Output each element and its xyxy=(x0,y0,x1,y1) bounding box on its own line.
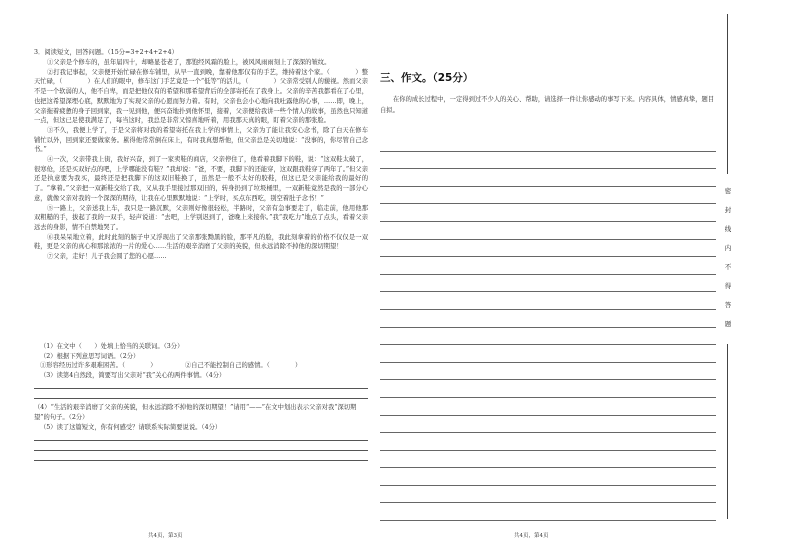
writing-line[interactable] xyxy=(380,486,716,504)
answer-line[interactable] xyxy=(34,460,368,461)
paragraph: ⑦父亲，走好！儿子我会圆了您的心愿…… xyxy=(47,253,167,261)
writing-line[interactable] xyxy=(380,152,716,170)
paragraph: ②打我记事起，父亲便开始忙碌在修车铺里，从早一直到晚，靠着他那仅有的手艺，维持着这个家。（ ）整天忙碌，（ ）在人们的眼中，修车这门手艺竟是一个“低等”的活儿，（ ）父亲常受别人的藐视。然而父亲不是一个软弱的人，他不自卑，而是把他仅有的希望和那希望背后的全部寄托在了我身上。父亲的辛苦我都看在了心里，也把这希望深埋心底，默默地为了实现父亲的心愿而努力着。有时，父亲也会小心地向我吐露他的心事，……即，晚上，父亲拖着疲惫的身子回到家，我一见到他，便兴奋地扑到他怀里，接着，父亲便给我讲一些个情人的故事，虽然也只知道一点，但这已足使我满足了，每当这时，我总是非常又惊喜地听着，用我那天真的眼，盯着父亲的那张脸。 xyxy=(34,68,368,125)
writing-line[interactable] xyxy=(380,451,716,469)
writing-line[interactable] xyxy=(380,310,716,328)
question-2-items: ①形容经历过许多艰难困苦。（ ） ②自己不能控制自己的感情。（ ） xyxy=(40,362,302,370)
left-page xyxy=(28,0,366,550)
question-3: （3）读第4自然段，简要写出父亲对“我”关心的两件事情。（4分） xyxy=(40,371,226,379)
binding-line xyxy=(727,14,728,174)
writing-line[interactable] xyxy=(380,240,716,258)
essay-prompt xyxy=(380,94,716,116)
binding-char: 不 xyxy=(724,263,732,271)
writing-line[interactable] xyxy=(380,433,716,451)
question-2: （2）根据下列意思写词语。（2分） xyxy=(40,352,140,360)
page-footer: 共4页，第4页 xyxy=(514,533,549,539)
answer-line[interactable] xyxy=(34,440,368,441)
paragraph: ③不久，我便上学了，于是父亲将对我的希望寄托在我上学的事情上，父亲为了能让我安心念书，除了白天在修车铺忙以外，回到家还要做家务。累得他常常倒在床上，有时我真想帮他，但父亲总是关切地说：“没事的，你尽管自己念书。” xyxy=(34,126,368,154)
writing-line[interactable] xyxy=(380,328,716,346)
writing-line[interactable] xyxy=(380,503,716,521)
writing-line[interactable] xyxy=(380,292,716,310)
writing-line[interactable] xyxy=(380,468,716,486)
question-title: 3．阅读短文，回答问题。（15分=3+2+4+2+4） xyxy=(34,49,178,56)
section-title: 三、作文。（25分） xyxy=(380,72,474,84)
binding-char: 封 xyxy=(724,206,732,214)
paragraph: ④一次，父亲带我上街，我好兴奋，到了一家卖鞋的商店，父亲停住了，他看着我脚下的鞋，说：“这双鞋太破了，很寒伧，还是买双好点的吧，上学哪能没有鞋？”我却说：“爸，不要，我脚下的还能穿，这双跟我鞋穿了两年了。”但父亲还是执意要为我买，最终还是把我脚下的这双旧鞋换了，虽然是一般不太好的胶鞋，但这已是父亲能给我的最好的了。“拿着。”父亲把一双新鞋交给了我，又从我手里接过那双旧的，转身扔到了垃圾桶里，一双新鞋竟然是我的一部分心意，就像父亲对我的一个深深的期待，让我在心里默默地说：“上学时，买点东西吃，别空着肚子念书！” xyxy=(34,156,368,202)
binding-char: 题 xyxy=(724,320,732,328)
paragraph: ⑤一路上，父亲送我上车，我只是一路沉默，父亲则好像很轻松，半路时，父亲有急事要走了，临走前，他用他那双粗糙的手，拔起了我的一双手，轻声说道：“去吧，上学别迟到了，爸晚上来接你。”我“我吃力”地点了点头，看着父亲远去的身影，情不自禁地哭了。 xyxy=(34,204,368,231)
question-5: （5）读了这篇短文，你有何感受？请联系实际简要说说。（4分） xyxy=(40,423,222,431)
writing-line[interactable] xyxy=(380,204,716,222)
writing-line[interactable] xyxy=(380,380,716,398)
answer-line[interactable] xyxy=(34,388,368,389)
binding-char: 内 xyxy=(724,244,732,252)
binding-char: 密 xyxy=(724,187,732,195)
writing-line[interactable] xyxy=(380,398,716,416)
question-4: （4）“生活的艰辛消磨了父亲的英貌，但永远消除不掉他的深切期望！”请用“——”在文中划出表示父亲对我“深切期望”的句子。（2分） xyxy=(34,404,357,421)
writing-line[interactable] xyxy=(380,275,716,293)
essay-writing-area[interactable] xyxy=(380,134,716,521)
writing-line[interactable] xyxy=(380,363,716,381)
answer-line[interactable] xyxy=(34,398,368,399)
binding-char: 线 xyxy=(724,225,732,233)
writing-line[interactable] xyxy=(380,345,716,363)
writing-line[interactable] xyxy=(380,169,716,187)
writing-line[interactable] xyxy=(380,257,716,275)
binding-line xyxy=(727,344,728,519)
question-list xyxy=(34,342,368,461)
writing-line[interactable] xyxy=(380,222,716,240)
reading-passage xyxy=(34,58,368,262)
paragraph: ①父亲是个修车的，虽年届四十，却略显苍老了，那饱经风霜的脸上，被风风雨雨刻上了深深的皱纹。 xyxy=(47,59,331,66)
binding-margin xyxy=(720,14,736,519)
writing-line[interactable] xyxy=(380,416,716,434)
answer-line[interactable] xyxy=(34,450,368,451)
page-footer: 共4页，第3页 xyxy=(148,533,183,539)
question-1: （1）在文中（ ）处填上恰当的关联词。（3分） xyxy=(40,343,184,350)
prompt-text: 在你的成长过程中，一定得到过不少人的关心、帮助，请选择一件让你感动的事写下来。内容具体，情感真挚，题目自拟。 xyxy=(380,96,715,114)
paragraph: ⑥我呆呆地立着，此时此刻的脑子中又浮现出了父亲那张黝黑的脸，那平凡的脸，我此刻拿着的价格不仅仅是一双鞋，更是父亲的真心和那浓浓的一片的爱心……生活的艰辛消磨了父亲的英貌，但永远消除不掉他的深切期望！ xyxy=(34,233,368,251)
binding-char: 答 xyxy=(724,301,732,309)
writing-line[interactable] xyxy=(380,187,716,205)
binding-char: 得 xyxy=(724,282,732,290)
right-page xyxy=(374,0,718,550)
writing-line[interactable] xyxy=(380,134,716,152)
